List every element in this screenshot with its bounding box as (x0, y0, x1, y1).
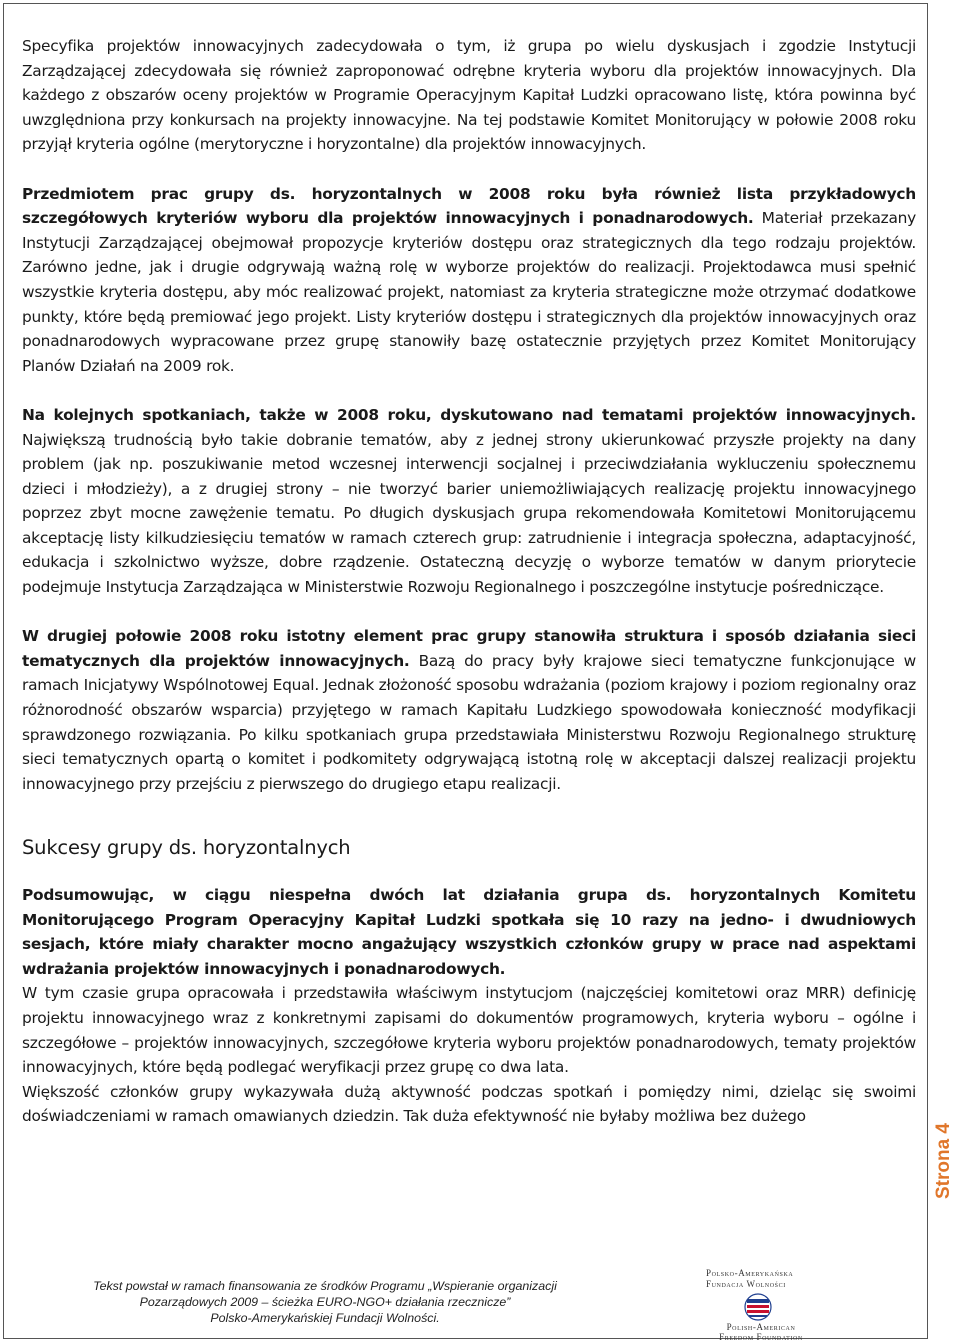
section-title: Sukcesy grupy ds. horyzontalnych (22, 836, 351, 860)
section-paragraph-3 (22, 1080, 916, 1129)
section-paragraph-3-text: Większość członków grupy wykazywała dużą aktywność podczas spotkań i pomiędzy nimi, dzieląc się swoimi doświadczeniami w ramach omawianych dziedzin. Tak duża efektywność nie byłaby możliwa bez dużego (22, 1082, 916, 1126)
paragraph-2-text: Materiał przekazany Instytucji Zarządzającej obejmował propozycje kryteriów dostępu oraz strategicznych dla tego rodzaju projektów. Zarówno jedne, jak i drugie odgrywają ważną rolę w wyborze projektów do realizacji. Projektodawca musi spełnić wszystkie kryteria dostępu, aby móc realizować projekt, natomiast za kryteria strategiczne może otrzymać dodatkowe punkty, które będą premiować jego projekt. Listy kryteriów dostępu i strategicznych dla projektów innowacyjnych oraz ponadnarodowych wypracowane przez grupę stanowiły bazę ostatecznie przyjętych przez Komitet Monitorujący Planów Działań na 2009 rok. (22, 209, 917, 375)
footer-line-3: Polsko-Amerykańskiej Fundacji Wolności. (210, 1311, 440, 1325)
paragraph-4-text: Bazą do pracy były krajowe sieci tematyczne funkcjonujące w ramach Inicjatywy Wspólnotowej Equal. Jednak złożoność sposobu wdrażania (poziom krajowy i poziom regionalny oraz różnorodność obszarów wsparcia) przyjętego w ramach Kapitału Ludzkiego spowodowała konieczność modyfikacji sprawdzonego rozwiązania. Po kilku spotkaniach grupa przedstawiała Ministerstwu Rozwoju Regionalnego strukturę sieci tematycznych opartą o komitet i podkomitety odgrywającą istotną rolę w akceptacji dalszej realizacji projektu innowacyjnego przy przejściu z pierwszego do drugiego etapu realizacji. (22, 651, 916, 793)
section-paragraph-2 (22, 981, 916, 1079)
section-paragraph-2-text: W tym czasie grupa opracowała i przedstawiła właściwym instytucjom (najczęściej komitetowi oraz MRR) definicję projektu innowacyjnego wraz z konkretnymi zapisami do dokumentów programowych, kryteria wyboru – ogólne i szczegółowe – projektów innowacyjnych, szczegółowe kryteria wyboru projektów ponadnarodowych, tematy projektów innowacyjnych, które będą podlegać weryfikacji przez grupę co dwa lata. (22, 984, 916, 1077)
logo-pl-line-2: Fundacja Wolności (706, 1279, 786, 1289)
footer-line-2: Pozarządowych 2009 – ścieżka EURO-NGO+ działania rzecznicze” (139, 1295, 511, 1309)
footer-note (60, 1278, 590, 1326)
logo-pl-line-1: Polsko-Amerykańska (706, 1268, 794, 1278)
flag-emblem-icon (738, 1292, 778, 1322)
section-paragraph-1-bold: Podsumowując, w ciągu niespełna dwóch lat działania grupa ds. horyzontalnych Komitetu Monitorującego Program Operacyjny Kapitał Ludzki spotkała się 10 razy na jedno- i dwudniowych sesjach, które miały charakter mocno angażujący wszystkich członków grupy w prace nad aspektami wdrażania projektów innowacyjnych i ponadnarodowych. (22, 886, 916, 978)
foundation-logo-english (700, 1292, 820, 1340)
page-number-label (932, 1106, 956, 1216)
paragraph-3-text: Największą trudnością było takie dobranie tematów, aby z jednej strony ukierunkować przyszłe projekty na dany problem (jak np. poszukiwanie metod wczesnej interwencji socjalnej i przeciwdziałania wykluczeniu społecznemu dzieci i młodzieży), a z drugiej strony – nie tworzyć barier uniemożliwiających realizację projektu innowacyjnego poprzez zbyt mocne zawężenie tematu. Po długich dyskusjach grupa rekomendowała Komitetowi Monitorującemu akceptację listy kilkudziesięciu tematów w ramach czterech grup: zatrudnienie i integracja społeczna, adaptacyjność, edukacja i szkolnictwo wyższe, dobre rządzenie. Ostateczną decyzję o wyborze tematów w danym priorytecie podejmuje Instytucja Zarządzająca w Ministerstwie Rozwoju Regionalnego i poszczególne instytucje pośredniczące. (22, 430, 916, 597)
paragraph-1-text: Specyfika projektów innowacyjnych zadecydowała o tym, iż grupa po wielu dyskusjach i zgodzie Instytucji Zarządzającej zdecydowała się również zaproponować odrębne kryteria wyboru dla projektów innowacyjnych. Dla każdego z obszarów oceny projektów w Programie Operacyjnym Kapitał Ludzki opracowano listę, która powinna być uwzględniona przy konkursach na projekty innowacyjne. Na tej podstawie Komitet Monitorujący w połowie 2008 roku przyjął kryteria ogólne (merytoryczne i horyzontalne) dla projektów innowacyjnych. (22, 37, 916, 154)
document-body (22, 34, 916, 1129)
logo-en-line-2: Freedom Foundation (719, 1332, 803, 1342)
section-paragraph-1 (22, 883, 916, 981)
paragraph-4-bold: W drugiej połowie 2008 roku istotny element prac grupy stanowiła struktura i sposób działania sieci tematycznych dla projektów innowacyjnych. (22, 627, 916, 670)
paragraph-3 (22, 403, 916, 600)
paragraph-4 (22, 624, 916, 796)
page-number-text: Strona 4 (933, 1122, 954, 1200)
paragraph-3-bold: Na kolejnych spotkaniach, także w 2008 roku, dyskutowano nad tematami projektów innowacyjnych. (22, 405, 916, 424)
paragraph-2-bold: Przedmiotem prac grupy ds. horyzontalnych w 2008 roku była również lista przykładowych szczegółowych kryteriów wyboru dla projektów innowacyjnych i ponadnarodowych. (22, 184, 916, 228)
paragraph-1 (22, 34, 916, 157)
paragraph-2 (22, 182, 916, 379)
footer-line-1: Tekst powstał w ramach finansowania ze środków Programu „Wspieranie organizacji (93, 1279, 557, 1293)
logo-en-line-1: Polish-American (726, 1322, 796, 1332)
